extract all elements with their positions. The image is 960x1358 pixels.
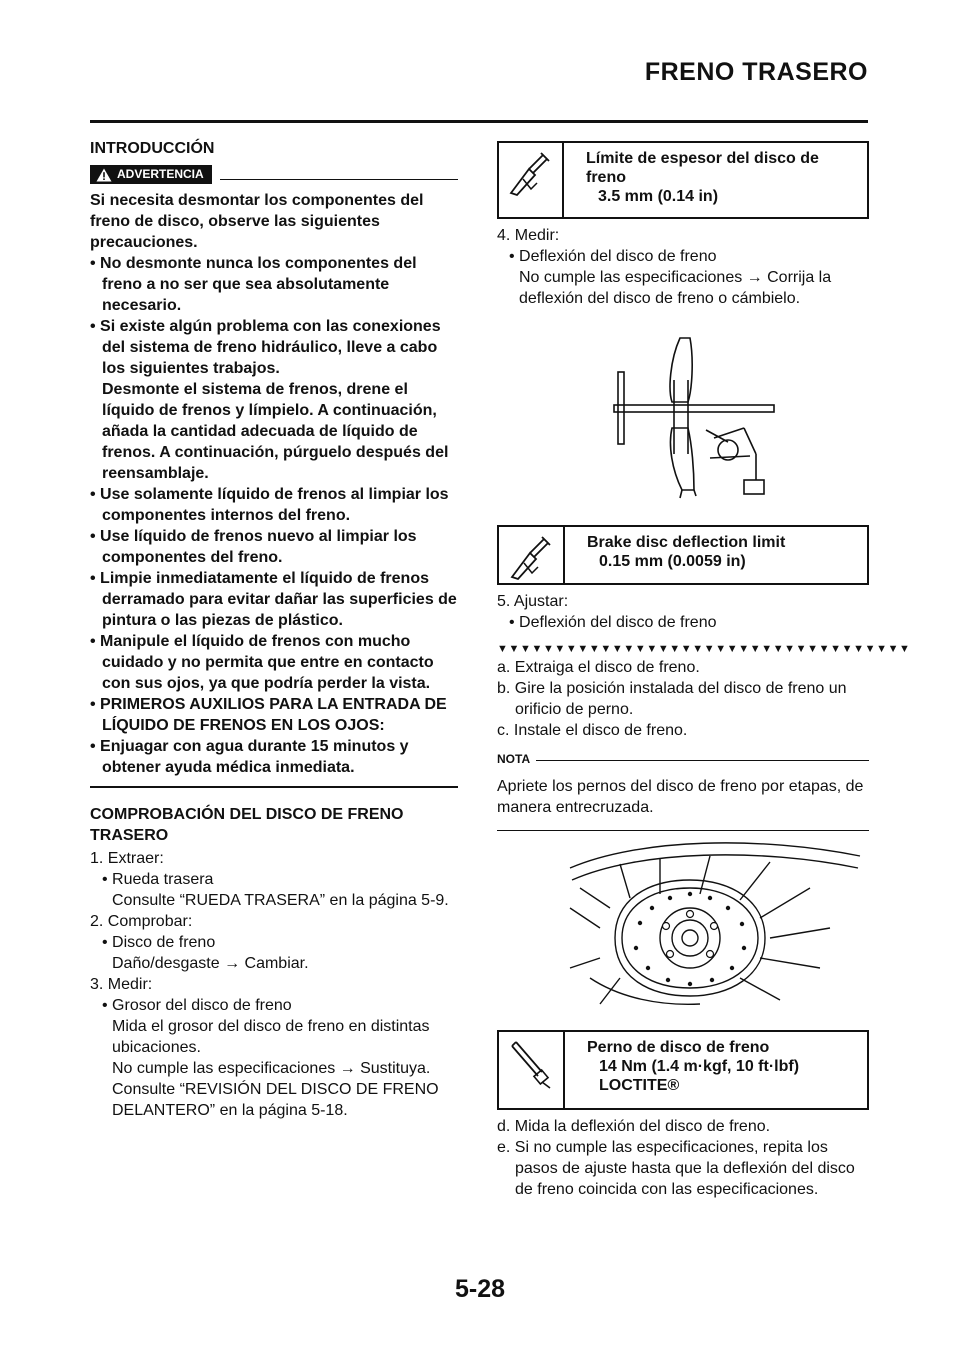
step-sub: • Rueda trasera xyxy=(102,870,214,888)
spec-value: 3.5 mm (0.14 in) xyxy=(597,188,719,205)
spec-value: 0.15 mm (0.0059 in) xyxy=(599,553,746,570)
page-header-title: FRENO TRASERO xyxy=(644,58,868,86)
spec-title: Perno de disco de freno xyxy=(587,1039,770,1056)
step-detail: Mida el grosor del disco de freno en distintas ubicaciones. xyxy=(112,1017,430,1056)
spec-value: 14 Nm (1.4 m·kgf, 10 ft·lbf) xyxy=(599,1058,800,1075)
warning-badge-label: ADVERTENCIA xyxy=(117,167,204,181)
step-label: 4. Medir: xyxy=(497,227,560,244)
procedure-start-arrows: ▼▼▼▼▼▼▼▼▼▼▼▼▼▼▼▼▼▼▼▼▼▼▼▼▼▼▼▼▼▼▼▼▼▼▼▼ xyxy=(497,643,911,655)
substep: c. Instale el disco de freno. xyxy=(497,722,688,739)
note-header xyxy=(497,749,869,770)
spec-title: Límite de espesor del disco de freno xyxy=(585,150,819,186)
warning-item: • Limpie inmediatamente el líquido de frenos derramado para evitar dañar las superficies de pintura o las piezas de plástico. xyxy=(90,570,457,629)
right-column-bottom xyxy=(497,1030,869,1200)
warning-item: • Enjuagar con agua durante 15 minutos y obtener ayuda médica inmediata. xyxy=(90,738,409,776)
step-4 xyxy=(497,225,869,309)
spec-box-thickness xyxy=(497,141,869,219)
substep: e. Si no cumple las especificaciones, repita los pasos de ajuste hasta que la deflexión del disco de freno coincida con las especificaciones. xyxy=(497,1139,855,1198)
warning-item: • Use solamente líquido de frenos al limpiar los componentes internos del freno. xyxy=(90,486,449,524)
spec-extra: LOCTITE® xyxy=(599,1077,680,1094)
disc-deflection-figure xyxy=(610,330,780,500)
step-detail: No cumple las especificaciones → Sustituya. xyxy=(112,1059,431,1077)
final-substeps xyxy=(497,1116,869,1200)
step-1 xyxy=(90,848,458,911)
substep: d. Mida la deflexión del disco de freno. xyxy=(497,1118,771,1135)
step-detail: No cumple las especificaciones → Corrija la deflexión del disco de freno o cámbielo. xyxy=(519,269,832,307)
step-label: 5. Ajustar: xyxy=(497,593,569,610)
step-3 xyxy=(90,974,458,1121)
step-label: 2. Comprobar: xyxy=(90,912,193,930)
warning-item-detail: Desmonte el sistema de frenos, drene el líquido de frenos y límpielo. A continuación, añada la cantidad adecuada de líquido de frenos. A continuación, púrguelo después del reensamblaje. xyxy=(102,381,449,482)
header-rule xyxy=(90,120,868,123)
spec-text xyxy=(565,1032,807,1108)
step-label: 3. Medir: xyxy=(90,975,153,993)
warning-item: • Si existe algún problema con las conexiones del sistema de freno hidráulico, lleve a cabo los siguientes trabajos. xyxy=(90,318,441,377)
warning-header xyxy=(90,165,458,184)
warning-end-rule xyxy=(90,786,458,788)
step-sub: • Deflexión del disco de freno xyxy=(509,614,717,631)
step-detail: Consulte “REVISIÓN DEL DISCO DE FRENO DELANTERO” en la página 5-18. xyxy=(112,1080,439,1119)
note-text: Apriete los pernos del disco de freno por etapas, de manera entrecruzada. xyxy=(497,778,864,816)
right-column xyxy=(497,141,869,309)
spec-title: Brake disc deflection limit xyxy=(587,534,786,551)
check-title: COMPROBACIÓN DEL DISCO DE FRENO TRASERO xyxy=(90,805,404,844)
warning-header-line xyxy=(220,179,458,180)
warning-item: • Use líquido de frenos nuevo al limpiar los componentes del freno. xyxy=(90,528,417,566)
spec-text xyxy=(564,143,867,217)
step-sub: • Grosor del disco de freno xyxy=(102,996,292,1014)
spec-box-deflection xyxy=(497,525,869,585)
note-header-line xyxy=(536,760,869,761)
warning-intro: Si necesita desmontar los componentes del freno de disco, observe las siguientes precauciones. xyxy=(90,192,424,251)
right-column-middle xyxy=(497,525,911,831)
step-detail: Daño/desgaste → Cambiar. xyxy=(112,954,309,972)
step-2 xyxy=(90,911,458,974)
left-column xyxy=(90,138,458,1121)
warning-item: • No desmonte nunca los componentes del freno a no ser que sea absolutamente necesario. xyxy=(90,255,417,314)
intro-title: INTRODUCCIÓN xyxy=(90,140,215,157)
spec-limit-icon xyxy=(499,527,565,583)
warning-triangle-icon xyxy=(96,168,112,182)
note-label: NOTA xyxy=(497,752,531,766)
warning-item: • Manipule el líquido de frenos con mucho cuidado y no permita que entre en contacto con sus ojos, ya que podría perder la vista. xyxy=(90,633,434,692)
spec-box-torque xyxy=(497,1030,869,1110)
spec-torque-icon xyxy=(499,1032,565,1108)
substep: a. Extraiga el disco de freno. xyxy=(497,659,700,676)
warning-badge xyxy=(90,165,212,184)
warning-item: • PRIMEROS AUXILIOS PARA LA ENTRADA DE LÍQUIDO DE FRENOS EN LOS OJOS: xyxy=(90,696,447,734)
step-sub: • Disco de freno xyxy=(102,933,216,951)
step-5 xyxy=(497,591,869,633)
brake-disc-wheel-figure xyxy=(560,828,860,1008)
spec-text xyxy=(565,527,793,583)
step-detail: Consulte “RUEDA TRASERA” en la página 5-9. xyxy=(112,891,449,909)
step-sub: • Deflexión del disco de freno xyxy=(509,248,717,265)
substep: b. Gire la posición instalada del disco de freno un orificio de perno. xyxy=(497,680,847,718)
spec-limit-icon xyxy=(499,143,564,217)
step-label: 1. Extraer: xyxy=(90,849,164,867)
page-number: 5-28 xyxy=(454,1275,506,1303)
